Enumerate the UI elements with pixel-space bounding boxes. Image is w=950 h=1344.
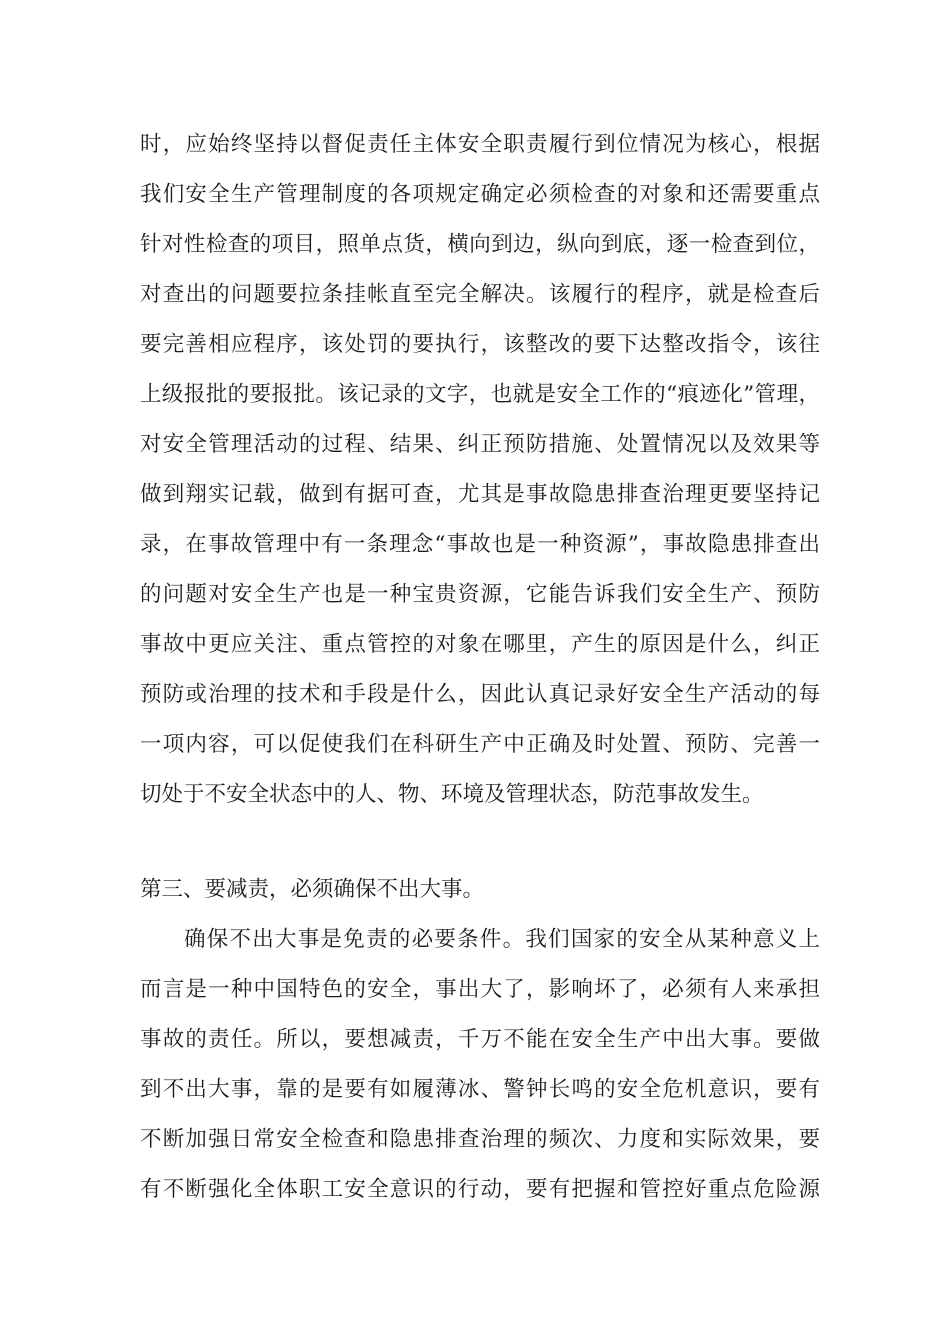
text-line: 确保不出大事是免责的必要条件。我们国家的安全从某种意义上: [184, 927, 820, 952]
text-line: 而言是一种中国特色的安全，事出大了，影响坏了，必须有人来承担: [140, 977, 820, 1002]
text-line: 针对性检查的项目，照单点货，横向到边，纵向到底，逐一检查到位，: [140, 232, 820, 257]
text-line: 到不出大事，靠的是要有如履薄冰、警钟长鸣的安全危机意识，要有: [140, 1077, 820, 1102]
text-line: 一项内容，可以促使我们在科研生产中正确及时处置、预防、完善一: [140, 732, 820, 757]
text-line: 切处于不安全状态中的人、物、环境及管理状态，防范事故发生。: [140, 782, 764, 807]
text-line: 做到翔实记载，做到有据可查，尤其是事故隐患排查治理更要坚持记: [140, 482, 820, 507]
text-line: 时，应始终坚持以督促责任主体安全职责履行到位情况为核心，根据: [140, 132, 820, 157]
text-line: 对查出的问题要拉条挂帐直至完全解决。该履行的程序，就是检查后: [140, 282, 820, 307]
text-line: 事故中更应关注、重点管控的对象在哪里，产生的原因是什么，纠正: [140, 632, 820, 657]
text-line: 不断加强日常安全检查和隐患排查治理的频次、力度和实际效果，要: [140, 1127, 820, 1152]
section-heading: 第三、要减责，必须确保不出大事。: [140, 877, 485, 902]
text-line: 事故的责任。所以，要想减责，千万不能在安全生产中出大事。要做: [140, 1027, 820, 1052]
text-line: 我们安全生产管理制度的各项规定确定必须检查的对象和还需要重点: [140, 182, 820, 207]
text-line: 上级报批的要报批。该记录的文字，也就是安全工作的“痕迹化”管理，: [140, 382, 820, 407]
text-line: 要完善相应程序，该处罚的要执行，该整改的要下达整改指令，该往: [140, 332, 820, 357]
text-line: 预防或治理的技术和手段是什么，因此认真记录好安全生产活动的每: [140, 682, 820, 707]
text-line: 有不断强化全体职工安全意识的行动，要有把握和管控好重点危险源: [140, 1177, 820, 1202]
text-line: 录，在事故管理中有一条理念“事故也是一种资源”，事故隐患排查出: [140, 532, 820, 557]
text-line: 的问题对安全生产也是一种宝贵资源，它能告诉我们安全生产、预防: [140, 582, 820, 607]
text-line: 对安全管理活动的过程、结果、纠正预防措施、处置情况以及效果等: [140, 432, 820, 457]
